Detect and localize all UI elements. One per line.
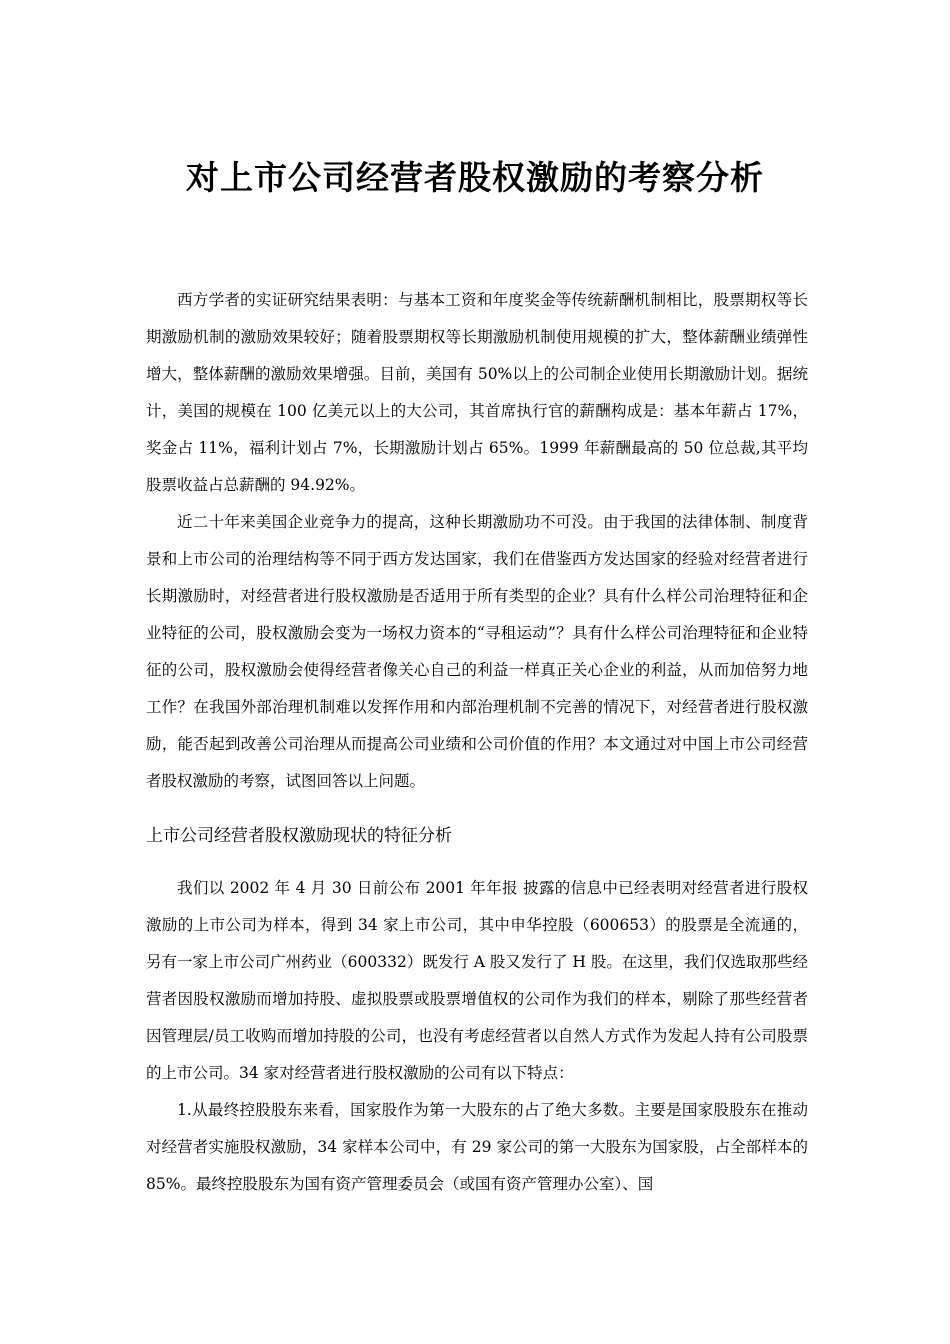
intro-paragraph-2: 近二十年来美国企业竞争力的提高，这种长期激励功不可没。由于我国的法律体制、制度背景和上市公司的治理结构等不同于西方发达国家，我们在借鉴西方发达国家的经验对经营者进行长期激励时，对经营者进行股权激励是否适用于所有类型的企业？具有什么样公司治理特征和企业特征的公司，股权激励会变为一场权力资本的“寻租运动”？具有什么样公司治理特征和企业特征的公司，股权激励会使得经营者像关心自己的利益一样真正关心企业的利益，从而加倍努力地工作？在我国外部治理机制难以发挥作用和内部治理机制不完善的情况下，对经营者进行股权激励，能否起到改善公司治理从而提高公司业绩和公司价值的作用？本文通过对中国上市公司经营者股权激励的考察，试图回答以上问题。 (146, 513, 808, 790)
section-paragraph-2: 1.从最终控股股东来看，国家股作为第一大股东的占了绝大多数。主要是国家股股东在推动对经营者实施股权激励，34 家样本公司中，有 29 家公司的第一大股东为国家股，占全部样本的 85%。最终控股股东为国有资产管理委员会（或国有资产管理办公室）、国 (146, 1101, 808, 1193)
section-heading: 上市公司经营者股权激励现状的特征分析 (146, 826, 452, 846)
intro-section (146, 282, 808, 800)
document-title: 对上市公司经营者股权激励的考察分析 (186, 158, 764, 197)
intro-paragraph-1: 西方学者的实证研究结果表明：与基本工资和年度奖金等传统薪酬机制相比，股票期权等长期激励机制的激励效果较好；随着股票期权等长期激励机制使用规模的扩大，整体薪酬业绩弹性增大，整体薪酬的激励效果增强。目前，美国有 50%以上的公司制企业使用长期激励计划。据统计，美国的规模在 100 亿美元以上的大公司，其首席执行官的薪酬构成是：基本年薪占 17%，奖金占 11%，福利计划占 7%，长期激励计划占 65%。1999 年薪酬最高的 50 位总裁,其平均股票收益占总薪酬的 94.92%。 (146, 291, 808, 494)
section-paragraph-1: 我们以 2002 年 4 月 30 日前公布 2001 年年报 披露的信息中已经表明对经营者进行股权激励的上市公司为样本，得到 34 家上市公司，其中申华控股（600653）的股票是全流通的，另有一家上市公司广州药业（600332）既发行 A 股又发行了 H 股。在这里，我们仅选取那些经营者因股权激励而增加持股、虚拟股票或股票增值权的公司作为我们的样本，剔除了那些经营者因管理层/员工收购而增加持股的公司，也没有考虑经营者以自然人方式作为发起人持有公司股票的上市公司。34 家对经营者进行股权激励的公司有以下特点： (146, 879, 808, 1082)
feature-section (146, 870, 808, 1203)
